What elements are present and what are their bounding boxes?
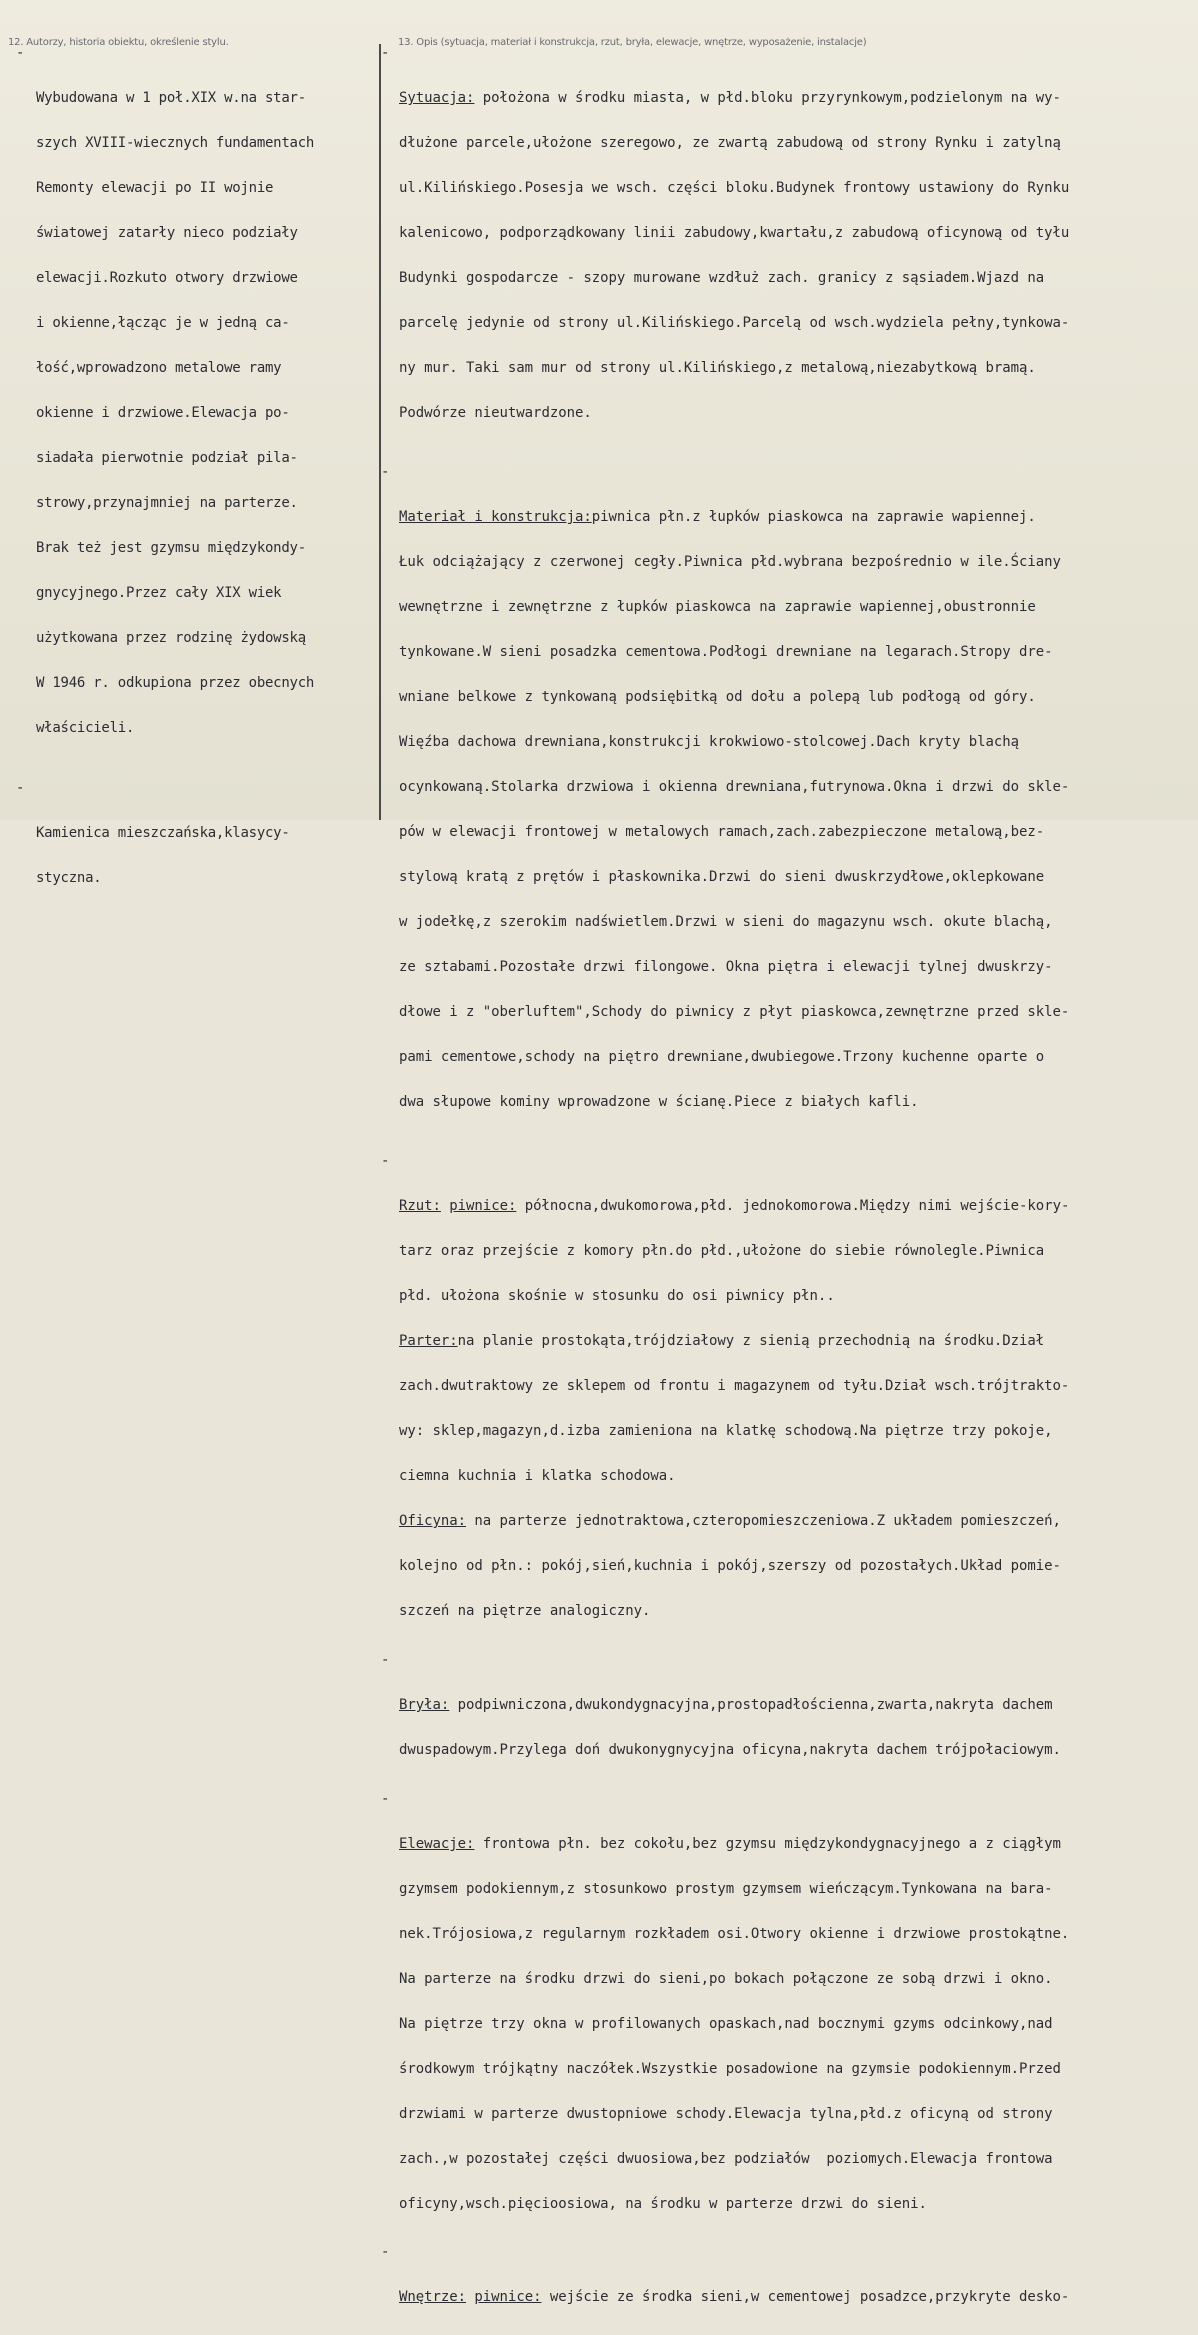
section-title: Sytuacja: xyxy=(399,90,475,106)
text-line: ocynkowaną.Stolarka drzwiowa i okienna drewniana,futrynowa.Okna i drzwi do skle- xyxy=(399,779,1070,795)
text-line: pami cementowe,schody na piętro drewniane,dwubiegowe.Trzony kuchenne oparte o xyxy=(399,1049,1045,1065)
entry-dash: - xyxy=(381,1652,390,1668)
entry-dash: - xyxy=(381,45,390,61)
text-line: ciemna kuchnia i klatka schodowa. xyxy=(399,1468,676,1484)
wnetrze-section xyxy=(381,2245,1196,2335)
rzut-section xyxy=(381,1154,1196,1649)
elewacje-section xyxy=(381,1792,1196,2242)
text-line xyxy=(399,91,1196,106)
text-line: wewnętrzne i zewnętrzne z łupków piaskowca na zaprawie wapiennej,obustronnie xyxy=(399,599,1036,615)
text-line: światowej zatarły nieco podziały xyxy=(36,225,298,241)
text-line: Remonty elewacji po II wojnie xyxy=(36,180,274,196)
subsection-label: piwnice: xyxy=(474,2289,542,2305)
text-line: Wybudowana w 1 poł.XIX w.na star- xyxy=(36,90,306,106)
text-line: łość,wprowadzono metalowe ramy xyxy=(36,360,282,376)
section-title: Bryła: xyxy=(399,1697,450,1713)
text-line: wniane belkowe z tynkowaną podsiębitką od dołu a polepą lub podłogą od góry. xyxy=(399,689,1036,705)
text-line: dwuspadowym.Przylega doń dwukonygnycyjna oficyna,nakryta dachem trójpołaciowym. xyxy=(399,1742,1061,1758)
text-line: W 1946 r. odkupiona przez obecnych xyxy=(36,675,315,691)
entry-dash: - xyxy=(381,464,390,480)
text-line: elewacji.Rozkuto otwory drzwiowe xyxy=(36,270,298,286)
text-line: gnycyjnego.Przez cały XIX wiek xyxy=(36,585,282,601)
text-line: stylową kratą z prętów i płaskownika.Drzwi do sieni dwuskrzydłowe,oklepkowane xyxy=(399,869,1045,885)
subsection-label: piwnice: xyxy=(449,1198,517,1214)
subsection-first-line: na parterze jednotraktowa,czteropomieszczeniowa.Z układem pomieszczeń, xyxy=(466,1513,1061,1529)
text-line: strowy,przynajmniej na parterze. xyxy=(36,495,298,511)
text-line: zach.,w pozostałej części dwuosiowa,bez podziałów poziomych.Elewacja frontowa xyxy=(399,2151,1053,2167)
text-line: Kamienica mieszczańska,klasycy- xyxy=(36,825,290,841)
section-first-line: północna,dwukomorowa,płd. jednokomorowa.Między nimi wejście-kory- xyxy=(516,1198,1070,1214)
text-line: dłużone parcele,ułożone szeregowo, ze zwartą zabudową od strony Rynku i zatylną xyxy=(399,135,1061,151)
text-line: szczeń na piętrze analogiczny. xyxy=(399,1603,651,1619)
text-line: właścicieli. xyxy=(36,720,135,736)
text-line: szych XVIII-wiecznych fundamentach xyxy=(36,135,315,151)
text-line: Łuk odciążający z czerwonej cegły.Piwnica płd.wybrana bezpośrednio w ile.Ściany xyxy=(399,554,1061,570)
text-line: płd. ułożona skośnie w stosunku do osi piwnicy płn.. xyxy=(399,1288,835,1304)
left-column-header: 12. Autorzy, historia obiektu, określenie stylu. xyxy=(8,37,229,48)
section-first-line: położona w środku miasta, w płd.bloku przyrynkowym,podzielonym na wy- xyxy=(474,90,1061,106)
section-first-line: wejście ze środka sieni,w cementowej posadzce,przykryte desko- xyxy=(541,2289,1070,2305)
text-line: nek.Trójosiowa,z regularnym rozkładem osi.Otwory okienne i drzwiowe prostokątne. xyxy=(399,1926,1070,1942)
text-line: Podwórze nieutwardzone. xyxy=(399,405,592,421)
style-entry xyxy=(16,781,376,916)
entry-dash: - xyxy=(16,45,25,61)
text-line: w jodełkę,z szerokim nadświetlem.Drzwi w sieni do magazynu wsch. okute blachą, xyxy=(399,914,1053,930)
text-line: oficyny,wsch.pięcioosiowa, na środku w parterze drzwi do sieni. xyxy=(399,2196,927,2212)
section-title: Elewacje: xyxy=(399,1836,475,1852)
section-title: Materiał i konstrukcja: xyxy=(399,509,592,525)
text-line: kalenicowo, podporządkowany linii zabudowy,kwartału,z zabudową oficynową od tyłu xyxy=(399,225,1070,241)
text-line xyxy=(399,1334,1196,1349)
text-line: okienne i drzwiowe.Elewacja po- xyxy=(36,405,290,421)
text-line: dłowe i z "oberluftem",Schody do piwnicy z płyt piaskowca,zewnętrzne przed skle- xyxy=(399,1004,1070,1020)
text-line xyxy=(399,510,1196,525)
entry-dash: - xyxy=(381,1791,390,1807)
bryla-section xyxy=(381,1653,1196,1788)
text-line: i okienne,łącząc je w jedną ca- xyxy=(36,315,290,331)
text-line: drzwiami w parterze dwustopniowe schody.Elewacja tylna,płd.z oficyną od strony xyxy=(399,2106,1053,2122)
section-first-line: podpiwniczona,dwukondygnacyjna,prostopadłościenna,zwarta,nakryta dachem xyxy=(449,1697,1053,1713)
text-line: Na parterze na środku drzwi do sieni,po bokach połączone ze sobą drzwi i okno. xyxy=(399,1971,1053,1987)
right-column-header: 13. Opis (sytuacja, materiał i konstrukcja, rzut, bryła, elewacje, wnętrze, wyposażenie, instalacje) xyxy=(398,37,867,48)
text-line: zach.dwutraktowy ze sklepem od frontu i magazynem od tyłu.Dział wsch.trójtrakto- xyxy=(399,1378,1070,1394)
text-line: ul.Kilińskiego.Posesja we wsch. części bloku.Budynek frontowy ustawiony do Rynku xyxy=(399,180,1070,196)
text-line: kolejno od płn.: pokój,sień,kuchnia i pokój,szerszy od pozostałych.Układ pomie- xyxy=(399,1558,1061,1574)
entry-dash: - xyxy=(16,780,25,796)
section-title: Rzut: xyxy=(399,1198,441,1214)
text-line xyxy=(399,2290,1196,2305)
subsection-label: Parter: xyxy=(399,1333,458,1349)
subsection-first-line: na planie prostokąta,trójdziałowy z sienią przechodnią na środku.Dział xyxy=(457,1333,1045,1349)
text-line: ze sztabami.Pozostałe drzwi filongowe. Okna piętra i elewacji tylnej dwuskrzy- xyxy=(399,959,1053,975)
section-first-line: frontowa płn. bez cokołu,bez gzymsu międzykondygnacyjnego a z ciągłym xyxy=(474,1836,1061,1852)
text-line: Więźba dachowa drewniana,konstrukcji krokwiowo-stolcowej.Dach kryty blachą xyxy=(399,734,1020,750)
entry-dash: - xyxy=(381,2244,390,2260)
text-line: Na piętrze trzy okna w profilowanych opaskach,nad bocznymi gzyms odcinkowy,nad xyxy=(399,2016,1053,2032)
text-line: parcelę jedynie od strony ul.Kilińskiego.Parcelą od wsch.wydziela pełny,tynkowa- xyxy=(399,315,1070,331)
section-title: Wnętrze: xyxy=(399,2289,467,2305)
subsection-label: Oficyna: xyxy=(399,1513,467,1529)
sytuacja-section xyxy=(381,46,1196,451)
text-line: dwa słupowe kominy wprowadzone w ścianę.Piece z białych kafli. xyxy=(399,1094,919,1110)
section-first-line: piwnica płn.z łupków piaskowca na zaprawie wapiennej. xyxy=(591,509,1036,525)
text-line: siadała pierwotnie podział pila- xyxy=(36,450,298,466)
text-line: gzymsem podokiennym,z stosunkowo prostym gzymsem wieńczącym.Tynkowana na bara- xyxy=(399,1881,1053,1897)
right-column xyxy=(381,46,1196,2335)
text-line: Brak też jest gzymsu międzykondy- xyxy=(36,540,306,556)
text-line: pów w elewacji frontowej w metalowych ramach,zach.zabezpieczone metalową,bez- xyxy=(399,824,1045,840)
text-line xyxy=(399,1698,1196,1713)
text-line: tynkowane.W sieni posadzka cementowa.Podłogi drewniane na legarach.Stropy dre- xyxy=(399,644,1053,660)
text-line: użytkowana przez rodzinę żydowską xyxy=(36,630,306,646)
text-line: tarz oraz przejście z komory płn.do płd.,ułożone do siebie równolegle.Piwnica xyxy=(399,1243,1045,1259)
text-line: styczna. xyxy=(36,870,102,886)
text-line xyxy=(399,1514,1196,1529)
entry-dash: - xyxy=(381,1153,390,1169)
text-line xyxy=(399,1837,1196,1852)
history-entry xyxy=(16,46,376,766)
text-line: ny mur. Taki sam mur od strony ul.Kilińskiego,z metalową,niezabytkową bramą. xyxy=(399,360,1036,376)
text-line: środkowym trójkątny naczółek.Wszystkie posadowione na gzymsie podokiennym.Przed xyxy=(399,2061,1061,2077)
text-line xyxy=(399,1199,1196,1214)
material-section xyxy=(381,465,1196,1140)
left-column xyxy=(16,46,376,916)
text-line: wy: sklep,magazyn,d.izba zamieniona na klatkę schodową.Na piętrze trzy pokoje, xyxy=(399,1423,1053,1439)
text-line: Budynki gospodarcze - szopy murowane wzdłuż zach. granicy z sąsiadem.Wjazd na xyxy=(399,270,1045,286)
